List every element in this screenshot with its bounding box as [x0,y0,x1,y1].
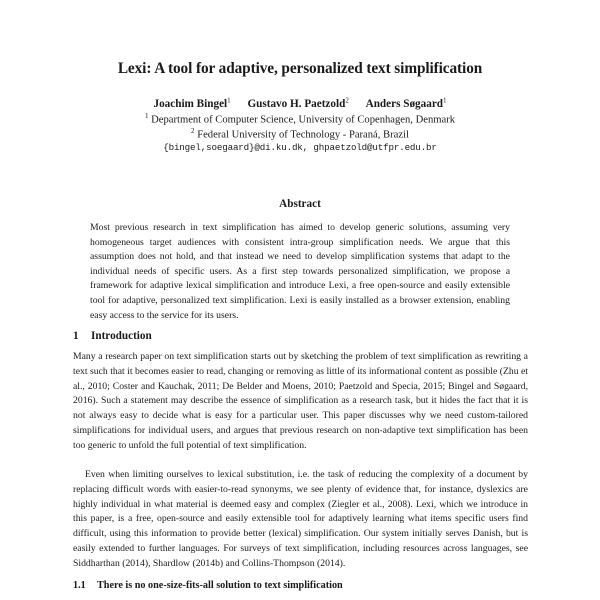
affiliation-text: Department of Computer Science, University of Copenhagen, Denmark [151,114,456,126]
author-name: Joachim Bingel [153,97,228,110]
body-paragraph: Many a research paper on text simplification starts out by sketching the problem of text simplification as rewriting a text such that it becomes easier to read, changing or removing as little of its informational content as possible (Zhu et al., 2010; Coster and Kauchak, 2011; De Belder and Moens, 2010; Paetzold and Specia, 2015; Bingel and Søgaard, 2016). Such a statement may describe the essence of simplification as a research task, but it hides the fact that it is not always easy to decide what is easy for a particular user. This paper discusses why we need custom-tailored simplifications for individual users, and argues that previous research on non-adaptive text simplification has been too generic to unfold the full potential of text simplification. [73,351,528,451]
subsection-heading [73,580,343,591]
author [366,98,447,110]
author-name: Gustavo H. Paetzold [247,97,346,110]
author-affil-mark: 1 [227,96,231,104]
section-title: Introduction [91,330,152,342]
author-emails: {bingel,soegaard}@di.ku.dk, ghpaetzold@utfpr.edu.br [163,142,437,153]
section-number: 1 [73,330,79,342]
subsection-title: There is no one-size-fits-all solution to text simplification [97,580,343,591]
author-affil-mark: 2 [345,96,349,104]
author-name: Anders Søgaard [365,97,444,110]
author-affil-mark: 1 [443,96,447,104]
abstract-text: Most previous research in text simplification has aimed to develop generic solutions, assuming very homogeneous target audiences with consistent intra-group simplification needs. We argue that this assumption does not hold, and that instead we need to develop simplification systems that adapt to the individual needs of specific users. As a first step towards personalized simplification, we propose a framework for adaptive lexical simplification and introduce Lexi, a free open-source and easily extensible tool for adaptive, personalized text simplification. Lexi is easily installed as a browser extension, enabling easy access to the service for its users. [90,222,510,321]
affiliation-mark: 2 [191,127,195,135]
body-paragraph: Even when limiting ourselves to lexical substitution, i.e. the task of reducing the complexity of a document by replacing difficult words with easier-to-read synonyms, we see plenty of evidence that, for instance, dyslexics are highly individual in what material is deemed easy and complex (Ziegler et al., 2008). Lexi, which we introduce in this paper, is a free, open-source and easily extensible tool for adaptively learning what items specific users find difficult, using this information to provide better (lexical) simplification. Our system initially serves Danish, but is easily extended to further languages. For surveys of text simplification, including resources across languages, see Siddharthan (2014), Shardlow (2014b) and Collins-Thompson (2014). [73,469,528,569]
affiliation-mark: 1 [144,112,149,120]
affiliation [0,127,600,141]
author [247,98,348,110]
author-list [0,96,600,110]
affiliation [0,112,600,126]
abstract-heading: Abstract [279,198,321,210]
affiliation-text: Federal University of Technology - Paraná, Brazil [197,129,409,141]
subsection-number: 1.1 [73,580,86,591]
paper-title: Lexi: A tool for adaptive, personalized text simplification [117,60,483,77]
author [153,98,230,110]
section-heading [73,330,152,342]
